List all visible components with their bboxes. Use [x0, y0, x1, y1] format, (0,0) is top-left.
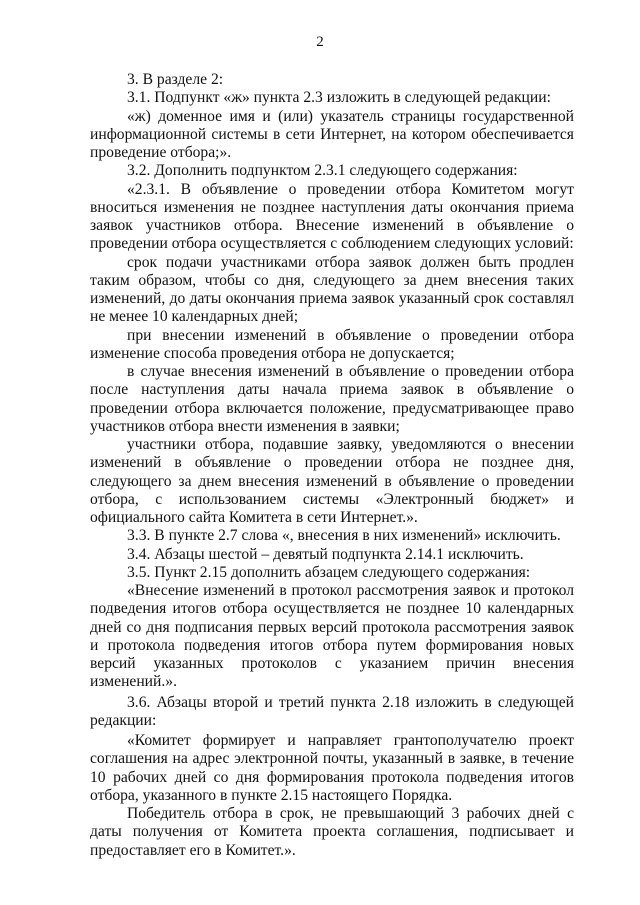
paragraph-3-1: 3.1. Подпункт «ж» пункта 2.3 изложить в следующей редакции:	[127, 89, 551, 107]
paragraph-3-2: 3.2. Дополнить подпунктом 2.3.1 следующего содержания:	[127, 162, 518, 180]
paragraph-section-heading: 3. В разделе 2:	[127, 71, 224, 88]
paragraph-winner-signs: Победитель отбора в срок, не превышающий 3 рабочих дней с даты получения от Комитета проекта соглашения, подписывает и предоставляет его в Комитет.».	[90, 805, 574, 859]
paragraph-3-4: 3.4. Абзацы шестой – девятый подпункта 2.14.1 исключить.	[127, 545, 524, 563]
paragraph-3-3: 3.3. В пункте 2.7 слова «, внесения в них изменений» исключить.	[127, 527, 561, 545]
paragraph-3-5: 3.5. Пункт 2.15 дополнить абзацем следующего содержания:	[127, 563, 531, 581]
paragraph-condition-amend: в случае внесения изменений в объявление о проведении отбора после наступления даты начала приема заявок в объявление о проведении отбора включается положение, предусматривающее право участников отбора внести изменения в заявки;	[90, 363, 574, 435]
document-body	[90, 71, 574, 860]
paragraph-committee-agreement: «Комитет формирует и направляет грантополучателю проект соглашения на адрес электронной почты, указанный в заявке, в течение 10 рабочих дней со дня формирования протокола подведения итогов отбора, указанного в пункте 2.15 настоящего Порядка.	[90, 732, 574, 804]
paragraph-protocol-changes: «Внесение изменений в протокол рассмотрения заявок и протокол подведения итогов отбора осуществляется не позднее 10 календарных дней со дня подписания первых версий протокола рассмотрения заявок и протокола подведения итогов отбора путем формирования новых версий указанных протоколов с указанием причин внесения изменений.».	[90, 582, 574, 691]
paragraph-2-3-1: «2.3.1. В объявление о проведении отбора Комитетом могут вноситься изменения не позднее наступления даты окончания приема заявок участников отбора. Внесение изменений в объявление о проведении отбора осуществляется с соблюдением следующих условий:	[90, 180, 574, 253]
paragraph-condition-deadline: срок подачи участниками отбора заявок должен быть продлен таким образом, чтобы со дня, следующего за днем внесения таких изменений, до даты окончания приема заявок указанный срок составлял не менее 10 календарных дней;	[90, 253, 574, 326]
paragraph-subitem-zh: «ж) доменное имя и (или) указатель страницы государственной информационной системы в сети Интернет, на котором обеспечивается проведение отбора;».	[90, 107, 574, 161]
paragraph-condition-notify: участники отбора, подавшие заявку, уведомляются о внесении изменений в объявление о проведении отбора не позднее дня, следующего за днем внесения изменений в объявление о проведении отбора, с использованием системы «Электронный бюджет» и официального сайта Комитета в сети Интернет.».	[90, 436, 574, 526]
paragraph-3-6: 3.6. Абзацы второй и третий пункта 2.18 изложить в следующей редакции:	[90, 693, 574, 729]
paragraph-condition-method: при внесении изменений в объявление о проведении отбора изменение способа проведения отбора не допускается;	[90, 326, 574, 362]
page-number: 2	[316, 34, 324, 50]
